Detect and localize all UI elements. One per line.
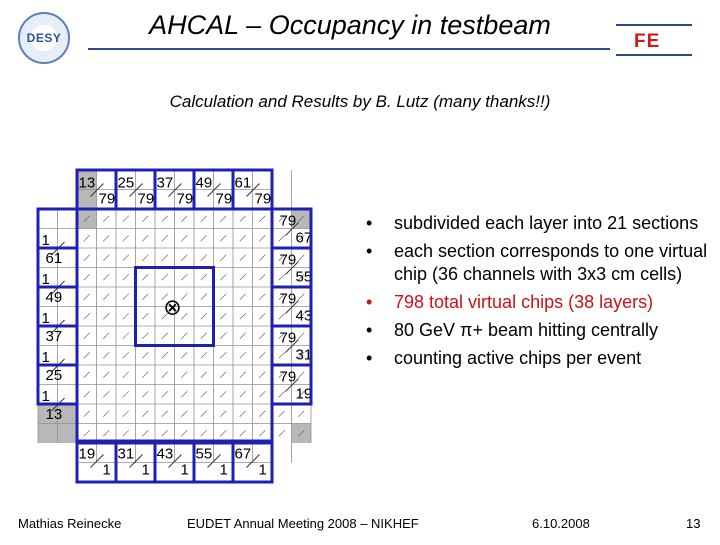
- gray-cell: [77, 190, 97, 210]
- top-label-denominator: 79: [254, 190, 272, 208]
- cell-slash: [240, 255, 246, 261]
- cell-slash: [162, 274, 168, 280]
- cell-slash: [220, 391, 226, 397]
- cell-slash: [84, 255, 90, 261]
- cell-slash: [220, 313, 226, 319]
- top-label-numerator: 49: [195, 174, 213, 192]
- footer-author: Mathias Reinecke: [18, 516, 122, 531]
- top-label-numerator: 37: [156, 174, 174, 192]
- left-label-numerator: 1: [41, 271, 50, 288]
- cell-slash: [84, 294, 90, 300]
- bullet-item: • subdivided each layer into 21 sections: [366, 212, 712, 235]
- top-label-denominator: 79: [176, 190, 194, 208]
- cell-slash: [181, 411, 187, 417]
- cell-slash: [279, 235, 285, 241]
- cell-slash: [259, 274, 265, 280]
- fe-rule-bottom: [616, 54, 692, 56]
- cell-slash: [142, 294, 148, 300]
- cell-slash: [142, 372, 148, 378]
- cell-slash: [123, 333, 129, 339]
- cell-slash: [142, 430, 148, 436]
- cell-slash: [259, 430, 265, 436]
- left-label-numerator: 1: [41, 388, 50, 405]
- cell-slash: [162, 255, 168, 261]
- right-label-denominator: 55: [295, 268, 313, 286]
- cell-slash: [259, 352, 265, 358]
- bottom-label-numerator: 19: [78, 445, 96, 463]
- bullet-item: • counting active chips per event: [366, 347, 712, 370]
- cell-slash: [259, 294, 265, 300]
- top-label-numerator: 61: [234, 174, 252, 192]
- occupancy-grid-figure: [0, 0, 360, 540]
- cell-slash: [201, 391, 207, 397]
- cell-slash: [84, 235, 90, 241]
- cell-slash: [220, 255, 226, 261]
- cell-slash: [220, 372, 226, 378]
- footer-event: EUDET Annual Meeting 2008 – NIKHEF: [187, 516, 419, 531]
- cell-slash: [259, 372, 265, 378]
- bottom-label-denominator: 1: [141, 461, 150, 479]
- cell-slash: [240, 372, 246, 378]
- right-label-denominator: 67: [295, 229, 313, 247]
- cell-slash: [181, 255, 187, 261]
- cell-slash: [103, 294, 109, 300]
- bottom-label-denominator: 1: [102, 461, 111, 479]
- cell-slash: [181, 391, 187, 397]
- cell-slash: [220, 216, 226, 222]
- cell-slash: [123, 411, 129, 417]
- cell-slash: [142, 274, 148, 280]
- cell-slash: [201, 372, 207, 378]
- cell-slash: [103, 352, 109, 358]
- cell-slash: [201, 333, 207, 339]
- desy-logo-text: DESY: [26, 31, 62, 45]
- cell-slash: [201, 235, 207, 241]
- bullet-item-highlight: • 798 total virtual chips (38 layers): [366, 291, 712, 314]
- cell-slash: [103, 274, 109, 280]
- cell-slash: [259, 235, 265, 241]
- cell-slash: [142, 352, 148, 358]
- top-label-denominator: 79: [215, 190, 233, 208]
- bottom-label-numerator: 67: [234, 445, 252, 463]
- cell-slash: [142, 313, 148, 319]
- cell-slash: [103, 255, 109, 261]
- cell-slash: [298, 294, 304, 300]
- cell-slash: [220, 294, 226, 300]
- left-label-denominator: 13: [45, 406, 63, 423]
- top-label-denominator: 79: [137, 190, 155, 208]
- cell-slash: [84, 372, 90, 378]
- cell-slash: [240, 235, 246, 241]
- cell-slash: [84, 274, 90, 280]
- cell-slash: [123, 274, 129, 280]
- cell-slash: [162, 216, 168, 222]
- cell-slash: [240, 333, 246, 339]
- cell-slash: [259, 391, 265, 397]
- cell-slash: [181, 235, 187, 241]
- cell-slash: [103, 430, 109, 436]
- subtitle: Calculation and Results by B. Lutz (many thanks!!): [169, 92, 551, 111]
- left-label-denominator: 49: [45, 289, 63, 306]
- footer-page-number: 13: [686, 516, 701, 531]
- cell-slash: [84, 391, 90, 397]
- cell-slash: [240, 411, 246, 417]
- gray-cell: [58, 424, 78, 444]
- cell-slash: [103, 235, 109, 241]
- bottom-label-denominator: 1: [219, 461, 228, 479]
- right-label-denominator: 43: [295, 307, 313, 325]
- cell-slash: [279, 313, 285, 319]
- cell-slash: [123, 352, 129, 358]
- cell-slash: [298, 255, 304, 261]
- cell-slash: [220, 235, 226, 241]
- cell-slash: [162, 391, 168, 397]
- cell-slash: [201, 294, 207, 300]
- cell-slash: [181, 216, 187, 222]
- cell-slash: [123, 235, 129, 241]
- cell-slash: [240, 391, 246, 397]
- cell-slash: [220, 352, 226, 358]
- cell-slash: [220, 430, 226, 436]
- cell-slash: [103, 372, 109, 378]
- cell-slash: [201, 216, 207, 222]
- occupancy-grid: [0, 0, 360, 540]
- cell-slash: [220, 333, 226, 339]
- cell-slash: [84, 333, 90, 339]
- cell-slash: [279, 411, 285, 417]
- cell-slash: [142, 216, 148, 222]
- left-label-denominator: 25: [45, 367, 63, 384]
- left-label-numerator: 1: [41, 349, 50, 366]
- left-label-numerator: 1: [41, 232, 50, 249]
- bottom-label-numerator: 31: [117, 445, 135, 463]
- cell-slash: [259, 255, 265, 261]
- cell-slash: [201, 411, 207, 417]
- top-label-numerator: 25: [117, 174, 135, 192]
- cell-slash: [220, 274, 226, 280]
- cell-slash: [298, 372, 304, 378]
- cell-slash: [142, 411, 148, 417]
- cell-slash: [259, 313, 265, 319]
- cell-slash: [240, 430, 246, 436]
- cell-slash: [181, 372, 187, 378]
- cell-slash: [123, 372, 129, 378]
- cell-slash: [240, 352, 246, 358]
- cell-slash: [259, 411, 265, 417]
- cell-slash: [181, 430, 187, 436]
- cell-slash: [279, 352, 285, 358]
- cell-slash: [103, 216, 109, 222]
- cell-slash: [240, 274, 246, 280]
- bullet-item: • each section corresponds to one virtual chip (36 channels with 3x3 cm cells): [366, 240, 712, 286]
- cell-slash: [103, 313, 109, 319]
- slide-title: AHCAL – Occupancy in testbeam: [149, 10, 551, 40]
- bottom-label-denominator: 1: [180, 461, 189, 479]
- cell-slash: [142, 235, 148, 241]
- right-label-denominator: 31: [295, 346, 313, 364]
- cell-slash: [240, 216, 246, 222]
- cell-slash: [181, 313, 187, 319]
- cell-slash: [279, 274, 285, 280]
- bottom-label-numerator: 43: [156, 445, 174, 463]
- cell-slash: [162, 430, 168, 436]
- cell-slash: [279, 391, 285, 397]
- cell-slash: [103, 391, 109, 397]
- cell-slash: [123, 294, 129, 300]
- cell-slash: [298, 333, 304, 339]
- cell-slash: [123, 313, 129, 319]
- cell-slash: [162, 333, 168, 339]
- cell-slash: [142, 333, 148, 339]
- cell-slash: [162, 411, 168, 417]
- cell-slash: [201, 430, 207, 436]
- cell-slash: [123, 391, 129, 397]
- top-label-numerator: 13: [78, 174, 96, 192]
- cell-slash: [123, 430, 129, 436]
- right-label-numerator: 79: [279, 329, 297, 347]
- cell-slash: [181, 333, 187, 339]
- cell-slash: [201, 255, 207, 261]
- cell-slash: [162, 372, 168, 378]
- cell-slash: [84, 430, 90, 436]
- right-label-numerator: 79: [279, 290, 297, 308]
- cell-slash: [84, 411, 90, 417]
- cell-slash: [220, 411, 226, 417]
- left-label-numerator: 1: [41, 310, 50, 327]
- cell-slash: [259, 216, 265, 222]
- cell-slash: [279, 430, 285, 436]
- left-label-denominator: 37: [45, 328, 63, 345]
- right-label-numerator: 79: [279, 251, 297, 269]
- cell-slash: [162, 352, 168, 358]
- cell-slash: [142, 391, 148, 397]
- cell-slash: [181, 352, 187, 358]
- gray-cell: [38, 424, 58, 444]
- cell-slash: [240, 294, 246, 300]
- cell-slash: [123, 255, 129, 261]
- cell-slash: [84, 313, 90, 319]
- cell-slash: [240, 313, 246, 319]
- cell-slash: [201, 313, 207, 319]
- bottom-label-denominator: 1: [258, 461, 267, 479]
- right-label-numerator: 79: [279, 368, 297, 386]
- cell-slash: [201, 274, 207, 280]
- cell-slash: [123, 216, 129, 222]
- right-label-denominator: 19: [295, 385, 313, 403]
- bottom-label-numerator: 55: [195, 445, 213, 463]
- cell-slash: [162, 235, 168, 241]
- cell-slash: [84, 352, 90, 358]
- group-label: FE: [634, 31, 661, 52]
- beam-position-icon: ⊗: [163, 295, 182, 321]
- cell-slash: [298, 411, 304, 417]
- right-label-numerator: 79: [279, 212, 297, 230]
- cell-slash: [181, 294, 187, 300]
- cell-slash: [103, 333, 109, 339]
- cell-slash: [103, 411, 109, 417]
- cell-slash: [181, 274, 187, 280]
- cell-slash: [201, 352, 207, 358]
- fe-rule-top: [616, 24, 692, 26]
- cell-slash: [142, 255, 148, 261]
- left-label-denominator: 61: [45, 250, 63, 267]
- cell-slash: [259, 333, 265, 339]
- footer-date: 6.10.2008: [532, 516, 590, 531]
- top-label-denominator: 79: [98, 190, 116, 208]
- bullet-item: • 80 GeV π+ beam hitting centrally: [366, 319, 712, 342]
- bullet-list: [366, 212, 712, 375]
